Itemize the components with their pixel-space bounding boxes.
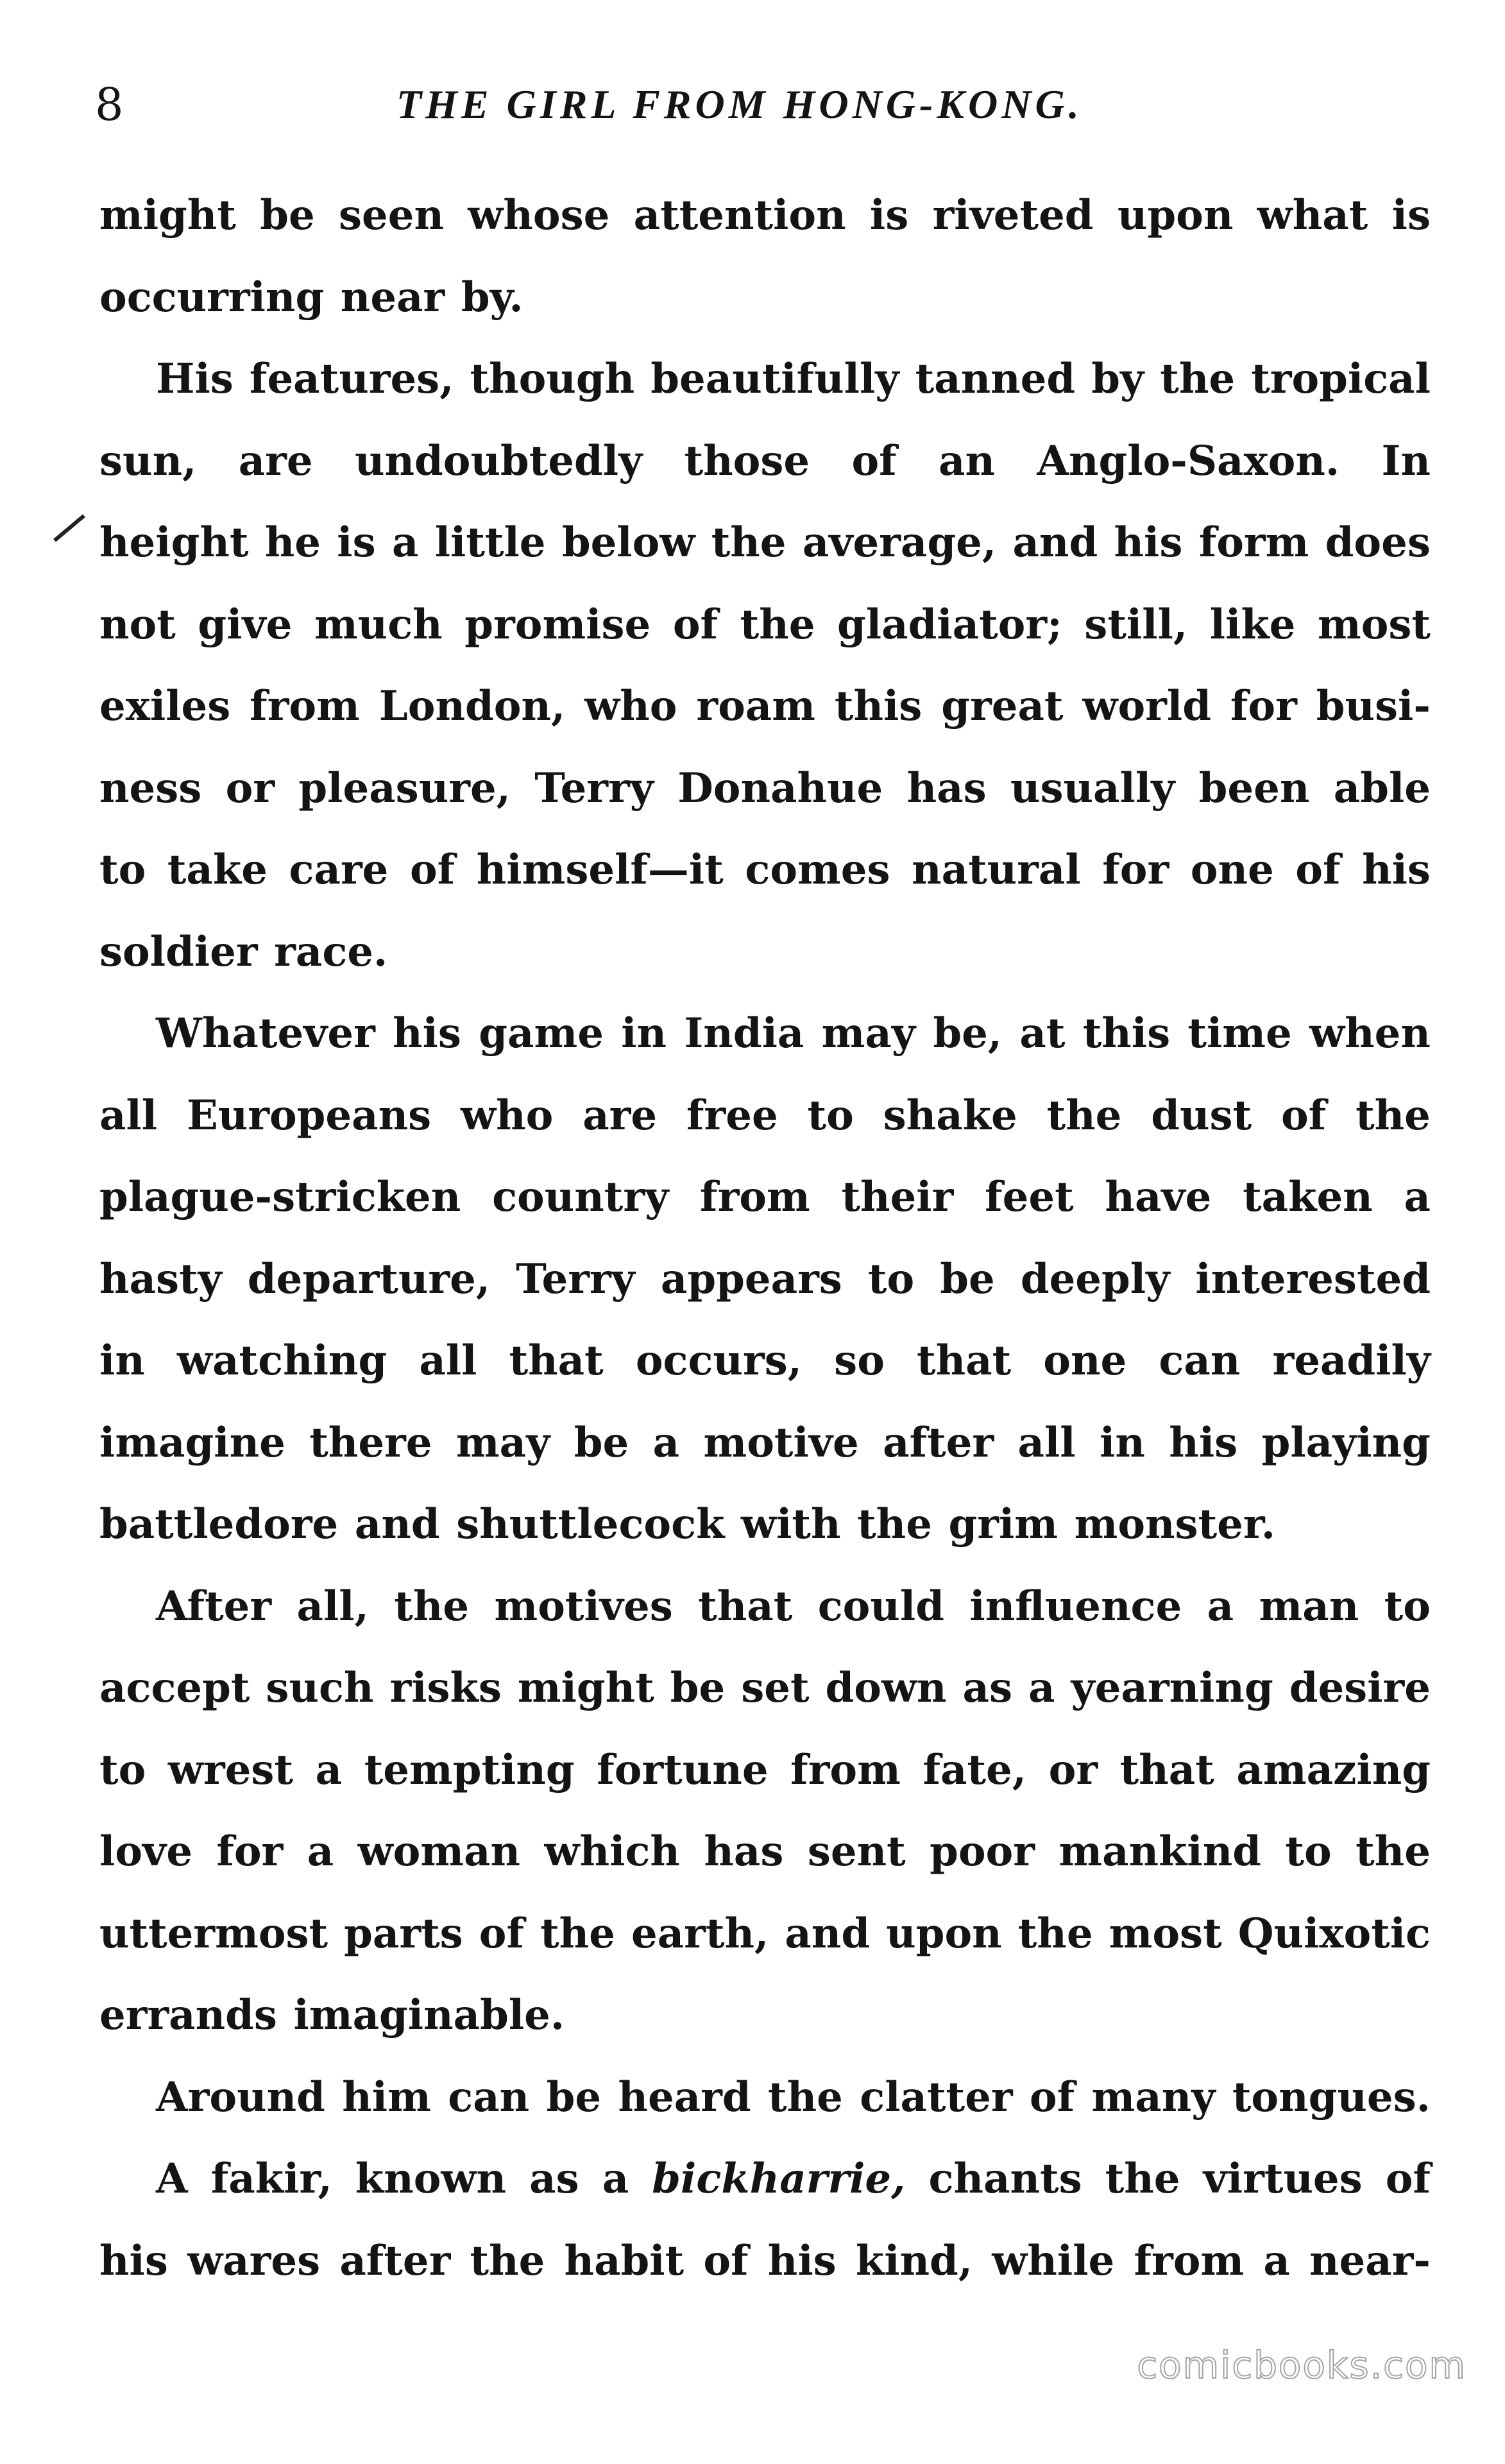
word: imagine (99, 1418, 285, 1467)
word: have (1105, 1173, 1212, 1221)
text-line (99, 1075, 1431, 1157)
word: him (342, 2073, 431, 2121)
word: a (1028, 1664, 1055, 1712)
word: in (1100, 1418, 1145, 1467)
word: has (906, 764, 987, 812)
word: that (1119, 1745, 1214, 1794)
word: to (867, 1254, 915, 1303)
word: the (857, 1500, 932, 1548)
word: promise (464, 600, 651, 649)
word: usually (1010, 764, 1175, 812)
word: like (1209, 600, 1296, 649)
word: much (314, 600, 443, 649)
word: give (198, 600, 293, 649)
word: wrest (167, 1745, 293, 1794)
word: near- (1309, 2236, 1431, 2285)
word: tanned (915, 355, 1076, 403)
word: seen (338, 191, 444, 239)
word: has (704, 1827, 784, 1876)
word: undoubtedly (354, 436, 643, 485)
word: pleasure, (298, 764, 511, 812)
word: of (1295, 846, 1341, 894)
word: world (1082, 682, 1211, 730)
word: still, (1084, 600, 1188, 649)
word: natural (912, 846, 1081, 894)
word: does (1325, 518, 1431, 567)
word: the (1046, 1091, 1122, 1140)
word: his (99, 2236, 168, 2285)
word: Terry (534, 764, 654, 812)
word: earth, (631, 1909, 769, 1958)
text-line (99, 420, 1431, 502)
word: heard (618, 2073, 751, 2121)
body-text (99, 175, 1431, 2302)
text-line (99, 911, 1431, 993)
word: might (99, 191, 236, 239)
word: poor (930, 1827, 1035, 1876)
word: while (992, 2236, 1115, 2285)
word: the (1160, 355, 1236, 403)
word: the (768, 2073, 843, 2121)
text-line (99, 829, 1431, 911)
word: who (461, 1091, 554, 1140)
word: is (1391, 191, 1431, 239)
word: take (167, 846, 268, 894)
word: and (1012, 518, 1098, 567)
word: risks (389, 1664, 502, 1712)
word: imaginable. (293, 1991, 565, 2039)
word: that (698, 1582, 793, 1630)
word: not (99, 600, 176, 649)
text-line (99, 584, 1431, 666)
word: for (1230, 682, 1297, 730)
word: fate, (923, 1745, 1026, 1794)
word: be (260, 191, 315, 239)
word: his (767, 2236, 837, 2285)
word: of (672, 600, 718, 649)
word: all (99, 1091, 158, 1140)
word: shake (883, 1091, 1017, 1140)
text-line (99, 2057, 1431, 2139)
word: love (99, 1827, 192, 1876)
word: below (561, 518, 695, 567)
word: feet (985, 1173, 1074, 1221)
word: all, (296, 1582, 369, 1630)
word: average, (802, 518, 997, 567)
word: is (337, 518, 376, 567)
word: habit (564, 2236, 684, 2285)
word: desire (1289, 1664, 1431, 1712)
word: Europeans (186, 1091, 432, 1140)
word: hasty (99, 1254, 222, 1303)
word: attention (633, 191, 846, 239)
text-line (99, 502, 1431, 584)
word: to (99, 846, 146, 894)
word: as (529, 2155, 579, 2203)
word: is (869, 191, 909, 239)
word: roam (696, 682, 815, 730)
word: woman (357, 1827, 521, 1876)
word: of (1029, 2073, 1075, 2121)
word: to (1384, 1582, 1431, 1630)
word: fakir, (210, 2155, 332, 2203)
word: a (602, 2155, 629, 2203)
word: be (940, 1254, 995, 1303)
word: been (1198, 764, 1310, 812)
word: are (582, 1091, 658, 1140)
word: his (1362, 846, 1431, 894)
word: his (1114, 518, 1183, 567)
text-line (99, 338, 1431, 420)
word: of (479, 1909, 524, 1958)
word: great (941, 682, 1064, 730)
word: in (99, 1337, 145, 1385)
word: battledore (99, 1500, 339, 1548)
text-line (99, 1238, 1431, 1321)
word: their (841, 1173, 954, 1221)
word: are (238, 436, 313, 485)
word: the (1105, 2155, 1180, 2203)
word: India (684, 1009, 804, 1057)
running-head (95, 76, 1436, 133)
word: form (1198, 518, 1309, 567)
word: mankind (1059, 1827, 1261, 1876)
running-title: THE GIRL FROM HONG-KONG. (396, 81, 1083, 127)
word: little (434, 518, 546, 567)
word: so (834, 1337, 885, 1385)
word: who (584, 682, 677, 730)
word: gladiator; (837, 600, 1062, 649)
word: could (817, 1582, 944, 1630)
word: virtues (1203, 2155, 1363, 2203)
word: the (1356, 1091, 1431, 1140)
word: can (448, 2073, 530, 2121)
word: tropical (1251, 355, 1431, 403)
word: most (1109, 1909, 1222, 1958)
word: his (1169, 1418, 1238, 1467)
word: those (684, 436, 810, 485)
word: occurring (99, 273, 325, 321)
word: fortune (597, 1745, 769, 1794)
word: from (700, 1173, 810, 1221)
word: the (711, 518, 787, 567)
word: a (391, 518, 419, 567)
word: one (1190, 846, 1274, 894)
word: what (1257, 191, 1368, 239)
word: A (156, 2155, 188, 2203)
text-line (99, 2220, 1431, 2302)
word: whose (468, 191, 610, 239)
word: be (546, 2073, 602, 2121)
word: wares (187, 2236, 321, 2285)
word: game (479, 1009, 604, 1057)
word: a (1207, 1582, 1234, 1630)
word: sun, (99, 436, 197, 485)
word: upon (886, 1909, 1002, 1958)
word: the (1017, 1909, 1093, 1958)
word: one (1043, 1337, 1127, 1385)
word: chants (928, 2155, 1082, 2203)
word: himself—it (476, 846, 724, 894)
word: able (1333, 764, 1431, 812)
word: his (393, 1009, 461, 1057)
word: a (1263, 2236, 1290, 2285)
word: of (409, 846, 455, 894)
text-line (99, 2138, 1431, 2220)
word: appears (660, 1254, 842, 1303)
word: the (740, 600, 815, 649)
word: the (1356, 1827, 1431, 1876)
word: Anglo-Saxon. (1037, 436, 1340, 485)
word: all (1017, 1418, 1076, 1467)
word: errands (99, 1991, 277, 2039)
word: upon (1117, 191, 1234, 239)
word: accept (99, 1664, 250, 1712)
word: clatter (860, 2073, 1013, 2121)
text-line (99, 257, 1431, 339)
text-line (99, 1320, 1431, 1402)
text-line (99, 665, 1431, 748)
word: playing (1261, 1418, 1431, 1467)
word: for (216, 1827, 284, 1876)
word: parts (344, 1909, 463, 1958)
word: with (741, 1500, 841, 1548)
word: down (825, 1664, 947, 1712)
word: deeply (1020, 1254, 1170, 1303)
word: after (883, 1418, 994, 1467)
word: busi- (1316, 682, 1431, 730)
word: uttermost (99, 1909, 328, 1958)
word: and (354, 1500, 440, 1548)
word: when (1309, 1009, 1431, 1057)
text-line (99, 993, 1431, 1075)
word: might (517, 1664, 654, 1712)
word: which (544, 1827, 680, 1876)
text-line (99, 175, 1431, 257)
word: a (652, 1418, 680, 1467)
word: departure, (247, 1254, 491, 1303)
word: motives (494, 1582, 673, 1630)
word: watching (176, 1337, 387, 1385)
word: at (1019, 1009, 1066, 1057)
word: shuttlecock (456, 1500, 725, 1548)
word: sent (807, 1827, 906, 1876)
word: most (1317, 600, 1431, 649)
word: His (156, 355, 234, 403)
word: Donahue (677, 764, 883, 812)
word: beautifully (650, 355, 899, 403)
word: from (250, 682, 360, 730)
word: that (917, 1337, 1012, 1385)
word: or (225, 764, 275, 812)
word: as (962, 1664, 1013, 1712)
word: of (1385, 2155, 1431, 2203)
word: height (99, 518, 249, 567)
word: motive (703, 1418, 859, 1467)
word: soldier (99, 927, 258, 976)
word: of (703, 2236, 749, 2285)
word: by (1091, 355, 1144, 403)
word: set (741, 1664, 810, 1712)
word: may (455, 1418, 550, 1467)
watermark: comicbooks.com (1137, 2343, 1467, 2387)
word: from (790, 1745, 901, 1794)
word: Quixotic (1237, 1909, 1431, 1958)
word: the (540, 1909, 615, 1958)
text-line (99, 1484, 1431, 1566)
word: free (686, 1091, 778, 1140)
text-line (99, 1647, 1431, 1729)
ink-mark (53, 514, 85, 542)
word: known (355, 2155, 507, 2203)
word: such (266, 1664, 374, 1712)
word: to (807, 1091, 854, 1140)
word: comes (745, 846, 890, 894)
word: a (307, 1827, 334, 1876)
text-line (99, 1566, 1431, 1648)
word: though (470, 355, 635, 403)
word: in (621, 1009, 667, 1057)
word: influence (969, 1582, 1182, 1630)
word: interested (1195, 1254, 1431, 1303)
word: an (938, 436, 995, 485)
word: riveted (932, 191, 1094, 239)
page-number: 8 (95, 78, 124, 131)
word: kind, (855, 2236, 973, 2285)
word: can (1159, 1337, 1241, 1385)
word: of (1280, 1091, 1327, 1140)
word: monster. (1074, 1500, 1275, 1548)
word: race. (274, 927, 388, 976)
text-line (99, 1156, 1431, 1238)
word: plague-stricken (99, 1173, 461, 1221)
word: that (509, 1337, 604, 1385)
word: man (1259, 1582, 1359, 1630)
text-line (99, 1729, 1431, 1811)
word: be, (933, 1009, 1003, 1057)
word: he (264, 518, 321, 567)
word: bickharrie, (652, 2155, 906, 2203)
word: this (1082, 1009, 1171, 1057)
text-line (99, 748, 1431, 830)
word: ness (99, 764, 202, 812)
word: after (339, 2236, 451, 2285)
word: After (156, 1582, 272, 1630)
word: from (1134, 2236, 1245, 2285)
word: occurs, (635, 1337, 803, 1385)
word: Terry (516, 1254, 635, 1303)
word: be (574, 1418, 629, 1467)
word: this (834, 682, 923, 730)
word: amazing (1236, 1745, 1431, 1794)
word: tongues. (1232, 2073, 1431, 2121)
word: for (1102, 846, 1169, 894)
word: near (340, 273, 445, 321)
text-line (99, 1974, 1431, 2057)
word: the (394, 1582, 470, 1630)
text-line (99, 1893, 1431, 1975)
word: Around (156, 2073, 325, 2121)
word: time (1187, 1009, 1292, 1057)
word: grim (948, 1500, 1058, 1548)
word: to (1285, 1827, 1332, 1876)
word: all (419, 1337, 477, 1385)
text-line (99, 1402, 1431, 1484)
word: features, (249, 355, 454, 403)
word: by. (461, 273, 523, 321)
word: be (670, 1664, 726, 1712)
text-line (99, 1811, 1431, 1893)
word: there (309, 1418, 432, 1467)
word: London, (378, 682, 566, 730)
word: a (1404, 1173, 1431, 1221)
word: taken (1243, 1173, 1373, 1221)
word: or (1048, 1745, 1098, 1794)
word: Whatever (156, 1009, 375, 1057)
word: readily (1272, 1337, 1431, 1385)
word: a (315, 1745, 343, 1794)
word: may (821, 1009, 916, 1057)
word: and (785, 1909, 871, 1958)
word: tempting (364, 1745, 575, 1794)
word: to (99, 1745, 146, 1794)
word: yearning (1071, 1664, 1273, 1712)
word: dust (1151, 1091, 1252, 1140)
word: exiles (99, 682, 231, 730)
word: country (492, 1173, 669, 1221)
word: the (470, 2236, 545, 2285)
word: care (289, 846, 389, 894)
word: many (1091, 2073, 1216, 2121)
word: of (851, 436, 897, 485)
word: In (1381, 436, 1431, 485)
